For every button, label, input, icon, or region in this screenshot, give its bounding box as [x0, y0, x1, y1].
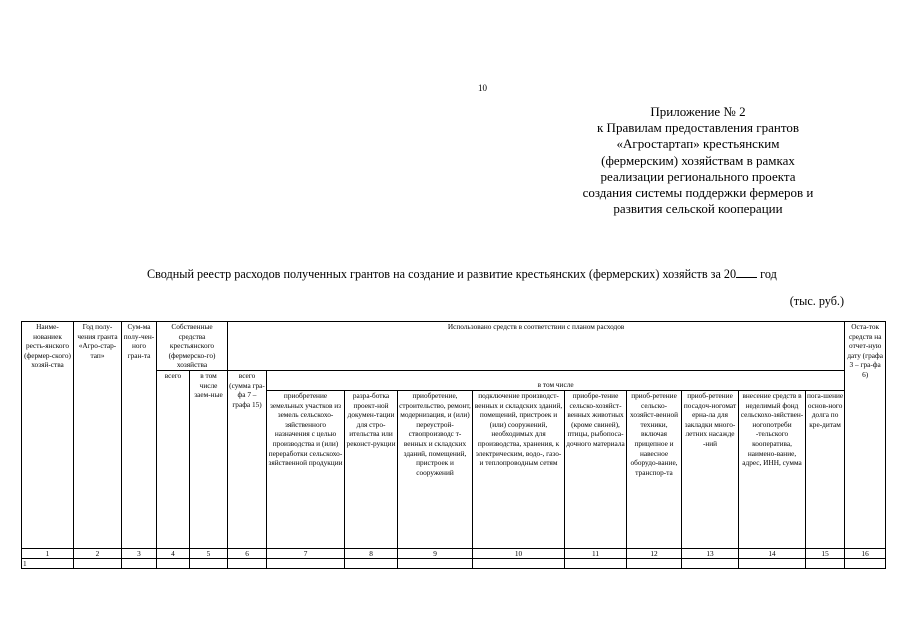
appendix-line: к Правилам предоставления грантов: [596, 120, 799, 136]
header-col8: разра-ботка проект-ной докумен-тации для стро-ительства или реконст-рукции: [345, 390, 398, 548]
table-row: [22, 558, 886, 568]
header-used-total: всего (сумма гра-фа 7 – графа 15): [228, 370, 267, 548]
table-cell: [122, 558, 157, 568]
appendix-line: развития сельской кооперации: [613, 201, 783, 217]
column-number: 2: [74, 548, 122, 558]
table-cell: [157, 558, 190, 568]
table-cell: [806, 558, 845, 568]
table-cell: [74, 558, 122, 568]
header-col7: приобретение земельных участков из земель сельскохо-зяйственного назначения с целью производства и (или) переработки сельскохо-зяйственной продукции: [267, 390, 345, 548]
year-blank-field: [736, 267, 757, 278]
column-number: 12: [627, 548, 682, 558]
column-number: 13: [682, 548, 739, 558]
header-col10: подключение производст-венных и складских зданий, помещений, пристроек и (или) сооружений, необходимых для производства, хранения, к электрическим, водо-, газо- и теплопроводным сетям: [473, 390, 565, 548]
header-col13: приоб-ретение посадоч-ногомат ерна-ла для закладки много-летних насажде -ний: [682, 390, 739, 548]
column-number: 6: [228, 548, 267, 558]
header-col11: приобре-тение сельско-хозяйст-венных животных (кроме свиней), птицы, рыбопоса-дочного материала: [565, 390, 627, 548]
column-number: 11: [565, 548, 627, 558]
header-grant-amount: Сум-ма полу-чен-ного гран-та: [122, 322, 157, 549]
table-cell: 1: [22, 558, 74, 568]
table-cell: [682, 558, 739, 568]
header-own-funds: Собственные средства крестьянского (фермерско-го) хозяйства: [157, 322, 228, 371]
column-number: 16: [845, 548, 886, 558]
appendix-line: создания системы поддержки фермеров и: [582, 185, 814, 201]
header-used-funds: Использовано средств в соответствии с планом расходов: [228, 322, 845, 371]
table-cell: [228, 558, 267, 568]
header-farm-name: Наиме-нованиек ресть-янского (фермер-ского) хозяй-ства: [22, 322, 74, 549]
appendix-line: «Агростартап» крестьянским: [616, 136, 780, 152]
column-number: 14: [739, 548, 806, 558]
header-col9: приобретение, строительство, ремонт, модернизация, и (или) переустрой-ствопроизводс т-венных и складских зданий, помещений, пристроек и сооружений: [398, 390, 473, 548]
table-cell: [739, 558, 806, 568]
report-title: [147, 267, 777, 282]
column-number: 7: [267, 548, 345, 558]
report-title-text: Сводный реестр расходов полученных грантов на создание и развитие крестьянских (фермерских) хозяйств за 20: [147, 267, 737, 281]
table-cell: [473, 558, 565, 568]
appendix-header: [557, 104, 839, 217]
header-own-total: всего: [157, 370, 190, 548]
report-title-suffix: год: [757, 267, 777, 281]
units-label: (тыс. руб.): [789, 294, 844, 308]
header-col12: приоб-ретение сельско-хозяйст-венной техники, включая прицепное и навесное оборудо-вание, транспор-та: [627, 390, 682, 548]
table-cell: [267, 558, 345, 568]
column-number-row: [22, 548, 886, 558]
table-cell: [190, 558, 228, 568]
header-grant-year: Год полу-чения гранта «Агро-стар-тап»: [74, 322, 122, 549]
registry-table: [21, 321, 886, 569]
column-number: 15: [806, 548, 845, 558]
column-number: 3: [122, 548, 157, 558]
header-col14: внесение средств в неделимый фонд сельскохо-зяйствен-ногопотреби -тельского кооператива, наимено-вание, адрес, ИНН, сумма: [739, 390, 806, 548]
column-number: 5: [190, 548, 228, 558]
table-cell: [627, 558, 682, 568]
table-cell: [345, 558, 398, 568]
column-number: 4: [157, 548, 190, 558]
page-number: 10: [478, 83, 487, 93]
column-number: 8: [345, 548, 398, 558]
header-col15: пога-шение основ-ного долга по кре-дитам: [806, 390, 845, 548]
appendix-line: (фермерским) хозяйствам в рамках: [601, 152, 795, 168]
column-number: 1: [22, 548, 74, 558]
column-number: 10: [473, 548, 565, 558]
header-balance: Оста-ток средств на отчет-ную дату (графа 3 – гра-фа 6): [845, 322, 886, 549]
table-cell: [565, 558, 627, 568]
header-own-borrowed: в том числе заем-ные: [190, 370, 228, 548]
table-cell: [398, 558, 473, 568]
appendix-line: реализации регионального проекта: [600, 168, 796, 184]
appendix-line: Приложение № 2: [650, 104, 746, 119]
column-number: 9: [398, 548, 473, 558]
table-cell: [845, 558, 886, 568]
header-including: в том числе: [267, 370, 845, 390]
